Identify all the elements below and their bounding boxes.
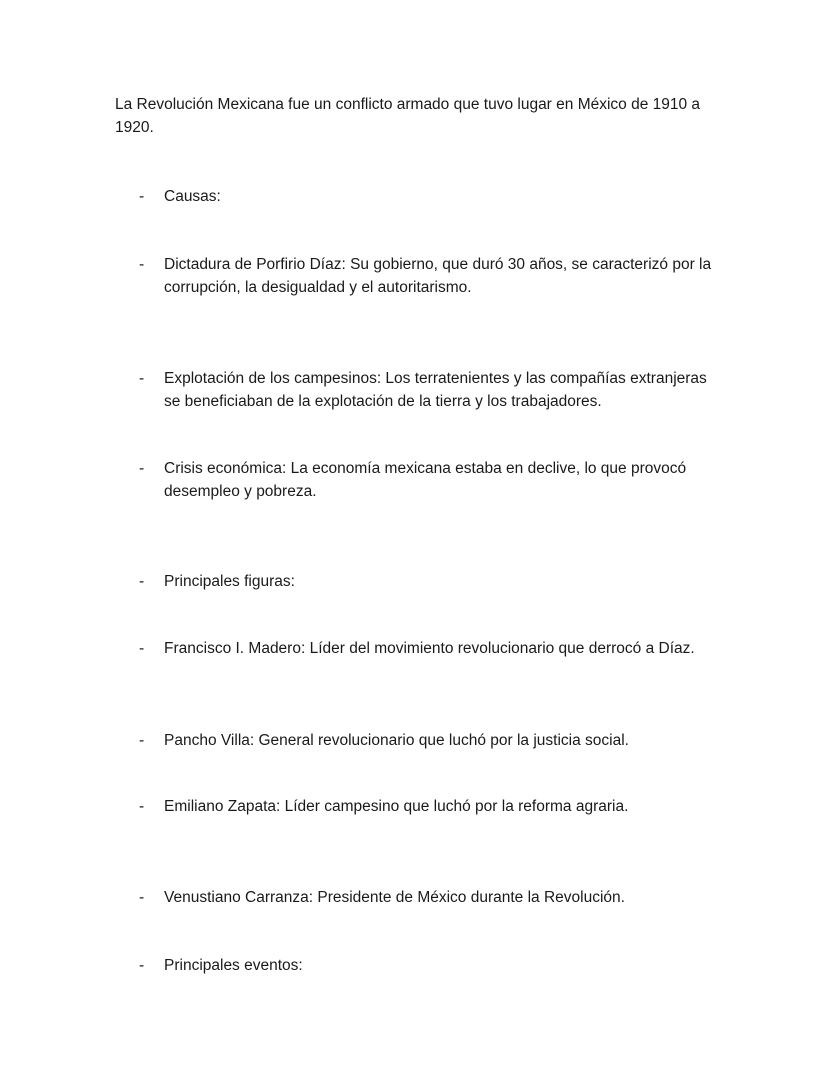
bullet-dash: - (139, 640, 145, 657)
list-item-text: Emiliano Zapata: Líder campesino que luchó por la reforma agraria. (164, 798, 629, 815)
bullet-dash: - (139, 370, 145, 387)
list-item-text: Venustiano Carranza: Presidente de México durante la Revolución. (164, 889, 625, 906)
bullet-dash: - (139, 188, 145, 205)
list-item-text: Dictadura de Porfirio Díaz: Su gobierno, que duró 30 años, se caracterizó por la corrupción, la desigualdad y el autoritarismo. (164, 256, 712, 296)
list-item-text: Crisis económica: La economía mexicana estaba en declive, lo que provocó desempleo y pobreza. (164, 460, 687, 500)
bullet-dash: - (139, 732, 145, 749)
bullet-dash: - (139, 256, 145, 273)
bullet-dash: - (139, 889, 145, 906)
bullet-dash: - (139, 573, 145, 590)
list-item-text: Principales figuras: (164, 573, 295, 590)
intro-paragraph: La Revolución Mexicana fue un conflicto armado que tuvo lugar en México de 1910 a 1920. (115, 96, 701, 136)
list-item-text: Francisco I. Madero: Líder del movimiento revolucionario que derrocó a Díaz. (164, 640, 695, 657)
bullet-dash: - (139, 460, 145, 477)
list-item-text: Pancho Villa: General revolucionario que luchó por la justicia social. (164, 732, 629, 749)
bullet-dash: - (139, 957, 145, 974)
bullet-dash: - (139, 798, 145, 815)
list-item-text: Explotación de los campesinos: Los terratenientes y las compañías extranjeras se beneficiaban de la explotación de la tierra y los trabajadores. (164, 370, 707, 410)
list-item-text: Causas: (164, 188, 221, 205)
list-item-text: Principales eventos: (164, 957, 303, 974)
